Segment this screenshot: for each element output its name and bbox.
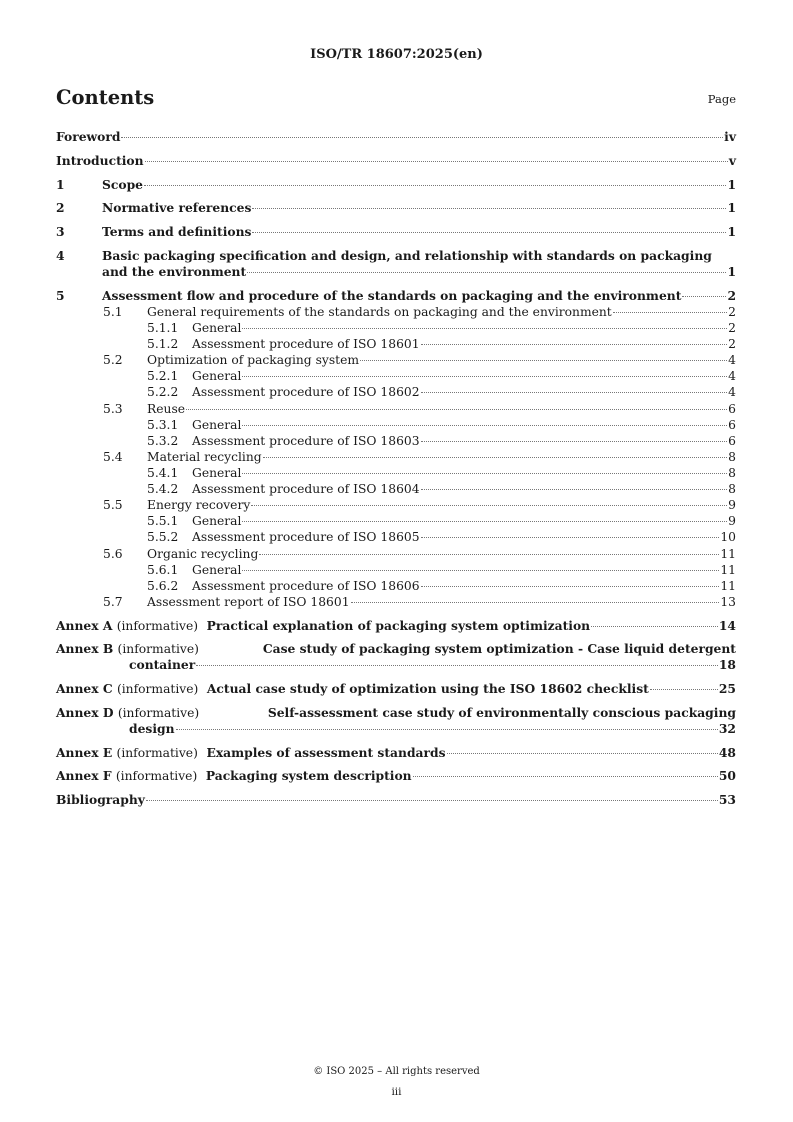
toc-title: Optimization of packaging system bbox=[147, 353, 360, 367]
dot-leader bbox=[421, 586, 720, 587]
toc-title: Actual case study of optimization using the ISO 18602 checklist bbox=[206, 681, 649, 696]
toc-title: Material recycling bbox=[147, 450, 262, 464]
toc-title: Assessment procedure of ISO 18601 bbox=[192, 337, 420, 351]
dot-leader bbox=[447, 753, 718, 754]
toc-page: 2 bbox=[728, 337, 736, 351]
toc-page: 32 bbox=[718, 721, 736, 736]
toc-title: Assessment report of ISO 18601 bbox=[147, 595, 350, 609]
table-of-contents bbox=[56, 0, 736, 1122]
toc-title: Practical explanation of packaging system optimization bbox=[206, 618, 591, 633]
toc-page: 1 bbox=[727, 264, 736, 279]
toc-title: General requirements of the standards on packaging and the environment bbox=[147, 305, 612, 319]
annex-label: Annex D bbox=[56, 705, 114, 720]
dot-leader bbox=[591, 626, 718, 627]
toc-page: 8 bbox=[728, 482, 736, 496]
toc-number: 5.1.2 bbox=[147, 337, 179, 351]
annex-informative: (informative) bbox=[117, 706, 200, 720]
toc-title-line-2: design bbox=[129, 721, 175, 736]
toc-title: Introduction bbox=[56, 153, 144, 168]
dot-leader bbox=[351, 602, 720, 603]
dot-leader bbox=[421, 537, 720, 538]
toc-title: Assessment procedure of ISO 18602 bbox=[192, 385, 420, 399]
dot-leader bbox=[247, 272, 726, 273]
toc-number: 5.3.1 bbox=[147, 418, 179, 432]
toc-page: 11 bbox=[720, 547, 736, 561]
toc-page: 6 bbox=[728, 434, 736, 448]
toc-title: General bbox=[192, 369, 242, 383]
toc-page: 2 bbox=[728, 321, 736, 335]
toc-title-line-1: Self-assessment case study of environmentally conscious packaging bbox=[267, 705, 736, 720]
dot-leader bbox=[242, 521, 727, 522]
dot-leader bbox=[252, 232, 726, 233]
toc-page: 8 bbox=[728, 466, 736, 480]
toc-number: 5.4.2 bbox=[147, 482, 179, 496]
dot-leader bbox=[121, 137, 723, 138]
toc-page: 1 bbox=[727, 200, 736, 215]
toc-number: 2 bbox=[56, 200, 65, 215]
toc-title: General bbox=[192, 563, 242, 577]
dot-leader bbox=[145, 161, 728, 162]
toc-page: 6 bbox=[728, 402, 736, 416]
toc-title-line-2: container bbox=[129, 657, 196, 672]
dot-leader bbox=[421, 344, 728, 345]
toc-page: 1 bbox=[727, 224, 736, 239]
annex-informative: (informative) bbox=[117, 642, 199, 656]
copyright-notice: © ISO 2025 – All rights reserved bbox=[313, 1066, 480, 1077]
toc-number: 5.5.2 bbox=[147, 530, 179, 544]
toc-number: 4 bbox=[56, 248, 65, 263]
dot-leader bbox=[360, 360, 727, 361]
contents-title: Contents bbox=[56, 86, 155, 109]
dot-leader bbox=[259, 554, 719, 555]
dot-leader bbox=[650, 689, 718, 690]
toc-page: 2 bbox=[727, 288, 736, 303]
toc-number: 5.6 bbox=[103, 547, 123, 561]
toc-page: 48 bbox=[718, 745, 736, 760]
dot-leader bbox=[421, 392, 728, 393]
toc-title: General bbox=[192, 466, 242, 480]
dot-leader bbox=[242, 473, 727, 474]
toc-title: General bbox=[192, 418, 242, 432]
toc-number: 5 bbox=[56, 288, 65, 303]
toc-page: 9 bbox=[728, 498, 736, 512]
toc-title-line-1: Basic packaging specification and design, and relationship with standards on packaging bbox=[102, 248, 712, 263]
dot-leader bbox=[242, 570, 719, 571]
toc-number: 5.4.1 bbox=[147, 466, 179, 480]
toc-title: Packaging system description bbox=[205, 768, 412, 783]
dot-leader bbox=[682, 296, 726, 297]
dot-leader bbox=[413, 776, 718, 777]
toc-number: 5.2 bbox=[103, 353, 123, 367]
annex-informative: (informative) bbox=[116, 682, 199, 696]
toc-number: 5.6.2 bbox=[147, 579, 179, 593]
toc-title: Assessment procedure of ISO 18605 bbox=[192, 530, 420, 544]
toc-page: 4 bbox=[728, 369, 736, 383]
toc-number: 5.5.1 bbox=[147, 514, 179, 528]
toc-title-line-2: and the environment bbox=[102, 264, 247, 279]
toc-title: Terms and definitions bbox=[102, 224, 252, 239]
toc-page: 4 bbox=[728, 353, 736, 367]
toc-title: Assessment procedure of ISO 18603 bbox=[192, 434, 420, 448]
toc-number: 5.2.2 bbox=[147, 385, 179, 399]
dot-leader bbox=[242, 328, 727, 329]
toc-number: 5.2.1 bbox=[147, 369, 179, 383]
page-column-label: Page bbox=[707, 92, 736, 106]
toc-title: Organic recycling bbox=[147, 547, 259, 561]
dot-leader bbox=[186, 409, 727, 410]
annex-informative: (informative) bbox=[116, 619, 199, 633]
toc-number: 5.6.1 bbox=[147, 563, 179, 577]
toc-title: Foreword bbox=[56, 129, 121, 144]
annex-label: Annex B bbox=[56, 641, 114, 656]
dot-leader bbox=[251, 505, 727, 506]
dot-leader bbox=[176, 729, 718, 730]
dot-leader bbox=[146, 800, 718, 801]
toc-title: Normative references bbox=[102, 200, 252, 215]
toc-number: 1 bbox=[56, 177, 65, 192]
toc-number: 5.1.1 bbox=[147, 321, 179, 335]
toc-title: Energy recovery bbox=[147, 498, 251, 512]
toc-page: 8 bbox=[728, 450, 736, 464]
toc-number: 5.5 bbox=[103, 498, 123, 512]
annex-label: Annex E bbox=[56, 745, 113, 760]
toc-title-line-1: Case study of packaging system optimization - Case liquid detergent bbox=[262, 641, 736, 656]
toc-number: 5.4 bbox=[103, 450, 123, 464]
dot-leader bbox=[421, 441, 728, 442]
toc-title: General bbox=[192, 514, 242, 528]
dot-leader bbox=[144, 185, 726, 186]
annex-label: Annex C bbox=[56, 681, 113, 696]
toc-title: Examples of assessment standards bbox=[206, 745, 446, 760]
document-id-header: ISO/TR 18607:2025(en) bbox=[310, 47, 483, 62]
toc-number: 5.7 bbox=[103, 595, 123, 609]
dot-leader bbox=[252, 208, 726, 209]
toc-number: 5.3 bbox=[103, 402, 123, 416]
toc-title: Assessment procedure of ISO 18606 bbox=[192, 579, 420, 593]
dot-leader bbox=[242, 425, 727, 426]
toc-title: Reuse bbox=[147, 402, 186, 416]
dot-leader bbox=[613, 312, 727, 313]
annex-informative: (informative) bbox=[116, 746, 198, 760]
toc-number: 5.3.2 bbox=[147, 434, 179, 448]
toc-page: 1 bbox=[727, 177, 736, 192]
toc-page: 50 bbox=[718, 768, 736, 783]
toc-number: 5.1 bbox=[103, 305, 123, 319]
toc-page: 2 bbox=[728, 305, 736, 319]
toc-page: 25 bbox=[718, 681, 736, 696]
toc-page: iv bbox=[724, 129, 736, 144]
toc-title: Assessment procedure of ISO 18604 bbox=[192, 482, 420, 496]
toc-page: v bbox=[728, 153, 736, 168]
dot-leader bbox=[196, 665, 718, 666]
toc-page: 10 bbox=[720, 530, 736, 544]
toc-page: 53 bbox=[718, 792, 736, 807]
toc-page: 14 bbox=[718, 618, 736, 633]
toc-page: 13 bbox=[720, 595, 736, 609]
dot-leader bbox=[263, 457, 728, 458]
toc-page: 9 bbox=[728, 514, 736, 528]
toc-page: 11 bbox=[720, 563, 736, 577]
toc-page: 6 bbox=[728, 418, 736, 432]
annex-label: Annex F bbox=[56, 768, 112, 783]
toc-number: 3 bbox=[56, 224, 65, 239]
dot-leader bbox=[421, 489, 728, 490]
toc-title: Scope bbox=[102, 177, 143, 192]
toc-title: Bibliography bbox=[56, 792, 145, 807]
toc-page: 11 bbox=[720, 579, 736, 593]
page-number: iii bbox=[391, 1086, 402, 1098]
toc-page: 4 bbox=[728, 385, 736, 399]
annex-label: Annex A bbox=[56, 618, 113, 633]
annex-informative: (informative) bbox=[115, 769, 198, 783]
toc-title: Assessment flow and procedure of the standards on packaging and the environment bbox=[102, 288, 682, 303]
dot-leader bbox=[242, 376, 727, 377]
toc-page: 18 bbox=[718, 657, 736, 672]
toc-title: General bbox=[192, 321, 242, 335]
